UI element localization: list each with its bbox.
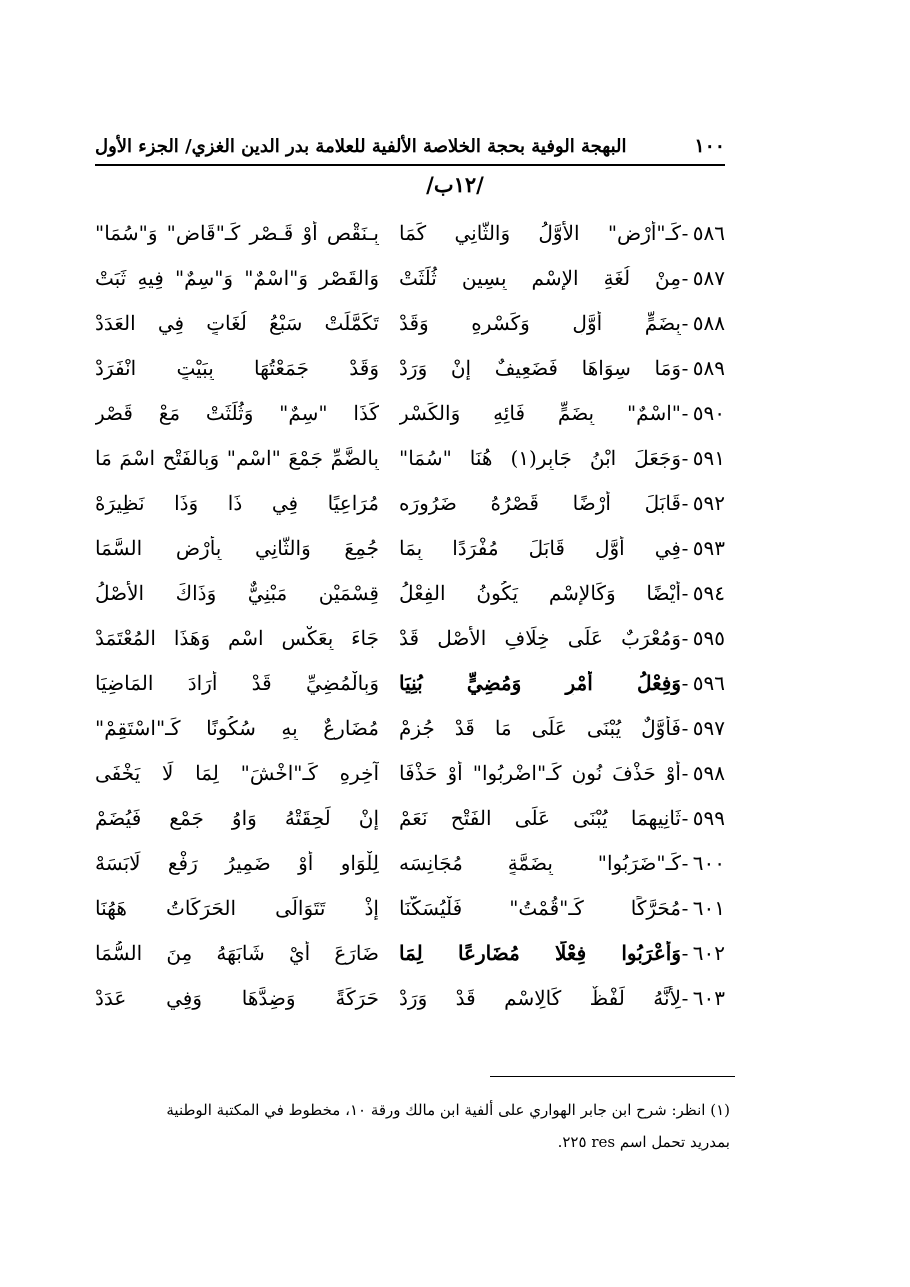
verse-first-hemistich: فَأَوَّلٌ يُبْنَى عَلَى مَا قَدْ جُزِمْ xyxy=(399,715,681,740)
verse-first-hemistich: أَوْ حَذْفَ نُونٍ كَـ"اضْرِبُوا" أَوْ حَذْفَا xyxy=(399,760,681,785)
verse-first-hemistich: وَمَا سِوَاهَا فَضَعِيفٌ إِنْ وَرَدْ xyxy=(399,355,681,380)
verse-second-hemistich: وَقَدْ جَمَعْتُهَا بِبَيْتٍ انْفَرَدْ xyxy=(95,355,379,380)
verse-first-hemistich: ثَانِيهِمَا يُبْنَى عَلَى الفَتْحِ نَعَمْ xyxy=(399,805,681,830)
verse-first-hemistich: وَأَعْرَبُوا فِعْلًا مُضَارِعًا لِمَا xyxy=(399,940,681,965)
verse-first-hemistich: مِنْ لُغَةِ الإِسْمِ بِسِينٍ ثُلِّثَتْ xyxy=(399,265,681,290)
verse-number: ٥٩٨ xyxy=(692,760,725,785)
verse-line xyxy=(95,750,725,795)
verse-second-hemistich: مُضَارِعٌ بِهِ سُكُونًا كَـ"اسْتَقِمْ" xyxy=(95,715,379,740)
verse-line xyxy=(95,435,725,480)
verse-line xyxy=(95,570,725,615)
verse-line xyxy=(95,345,725,390)
verse-first-hemistich: بِضَمٍّ أَوَّلٍ وَكَسْرِهِ وَقَدْ xyxy=(399,310,681,335)
verse-number: ٦٠٣ xyxy=(692,985,725,1010)
verse-first-hemistich: فِي أَوَّلٍ قَابَلَ مُفْرَدًا بِمَا xyxy=(399,535,681,560)
footnote-line-2: بمدريد تحمل اسم res ٢٢٥. xyxy=(557,1133,730,1151)
running-title: البهجة الوفية بحجة الخلاصة الألفية للعلامة بدر الدين الغزي/ الجزء الأول xyxy=(95,135,627,157)
verse-second-hemistich: بِـنَقْصٍ أَوْ قَـصْرٍ كَـ"قَاضٍ" وَ"سُمَا" xyxy=(95,220,379,245)
verse-first-hemistich: قَابَلَ أَرْضًا قَصْرُهُ ضَرُورَه xyxy=(399,490,681,515)
verse-line xyxy=(95,930,725,975)
verse-line xyxy=(95,210,725,255)
manuscript-folio-mark: /١٢ب/ xyxy=(426,172,484,197)
verse-second-hemistich: مُرَاعِيًا فِي ذَا وَذَا نَظِيرَهْ xyxy=(95,490,379,515)
verse-number: ٦٠٢ xyxy=(692,940,725,965)
verse-first-hemistich: لِأَنَّهُ لَفْظٌ كَالِاسْمِ قَدْ وَرَدْ xyxy=(399,985,681,1010)
verse-line xyxy=(95,525,725,570)
verse-second-hemistich: جُمِعَ وَالثَّانِي بِأَرْضِ السَّمَا xyxy=(95,535,379,560)
verse-line xyxy=(95,390,725,435)
verse-first-hemistich: كَـ"أَرْضٍ" الأَوَّلُ وَالثَّانِي كَمَا xyxy=(399,220,681,245)
footnote-separator xyxy=(490,1076,735,1077)
verse-number: ٥٩٧ xyxy=(692,715,725,740)
verse-second-hemistich: كَذَا "سِمٌ" وَثُلِّثَتْ مَعْ قَصْرِ xyxy=(95,400,379,425)
verse-number: ٦٠١ xyxy=(692,895,725,920)
verse-number-dash: - xyxy=(681,310,689,335)
verse-second-hemistich: إِذْ تَتَوَالَى الحَرَكَاتُ هَهُنَا xyxy=(95,895,379,920)
verse-line xyxy=(95,615,725,660)
verse-number-dash: - xyxy=(681,940,689,965)
verse-number: ٥٩٠ xyxy=(692,400,725,425)
verse-number-dash: - xyxy=(681,220,689,245)
verse-second-hemistich: إِنْ لَحِقَتْهُ وَاوُ جَمْعٍ فَيُضَمْ xyxy=(95,805,379,830)
verse-number-dash: - xyxy=(681,625,689,650)
verse-first-hemistich: وَفِعْلُ أَمْرٍ وَمُضِيٍّ بُنِيَا xyxy=(399,670,681,695)
verse-second-hemistich: تَكَمَّلَتْ سَبْعُ لُغَاتٍ فِي العَدَدْ xyxy=(95,310,379,335)
verse-number: ٥٩٩ xyxy=(692,805,725,830)
verse-second-hemistich: ضَارَعَ أَيْ شَابَهَهُ مِنَ السُّمَا xyxy=(95,940,379,965)
verse-line xyxy=(95,975,725,1020)
verse-number: ٥٨٨ xyxy=(692,310,725,335)
verse-number: ٥٩٥ xyxy=(692,625,725,650)
verse-number-dash: - xyxy=(681,715,689,740)
verse-second-hemistich: وَالقَصْرِ وَ"اسْمٌ" وَ"سِمٌ" فِيهِ ثَبَتْ xyxy=(95,265,379,290)
verse-number: ٥٨٦ xyxy=(692,220,725,245)
verse-line xyxy=(95,300,725,345)
verse-number-dash: - xyxy=(681,670,689,695)
verse-second-hemistich: لِلْوَاوِ أَوْ ضَمِيرُ رَفْعٍ لَابَسَهْ xyxy=(95,850,379,875)
verse-first-hemistich: مُحَرَّكًا كَـ"قُمْتُ" فَلْيُسَكَّنَا xyxy=(399,895,681,920)
footnote xyxy=(90,1094,730,1158)
verse-number-dash: - xyxy=(681,760,689,785)
verse-number: ٥٩٣ xyxy=(692,535,725,560)
verse-line xyxy=(95,885,725,930)
verse-line xyxy=(95,840,725,885)
verse-first-hemistich: وَمُعْرَبٌ عَلَى خِلَافِ الأَصْلِ قَدْ xyxy=(399,625,681,650)
verse-number: ٥٩٤ xyxy=(692,580,725,605)
verse-number-dash: - xyxy=(681,895,689,920)
page-header xyxy=(95,128,725,166)
verse-line xyxy=(95,255,725,300)
verse-second-hemistich: بِالضَّمِّ جَمْعَ "اسْمٍ" وَبِالفَتْحِ اسْمَ مَا xyxy=(95,445,379,470)
verse-number: ٥٩١ xyxy=(692,445,725,470)
verse-number: ٥٩٦ xyxy=(692,670,725,695)
verse-number-dash: - xyxy=(681,445,689,470)
verse-line xyxy=(95,660,725,705)
verse-number: ٥٨٧ xyxy=(692,265,725,290)
verse-second-hemistich: حَرَكَةً وَضِدَّهَا وَفِي عَدَدْ xyxy=(95,985,379,1010)
verse-first-hemistich: أَيْضًا وَكَالإِسْمِ يَكُونُ الفِعْلُ xyxy=(399,580,681,605)
verse-number-dash: - xyxy=(681,850,689,875)
verse-number: ٦٠٠ xyxy=(692,850,725,875)
page-number: ١٠٠ xyxy=(694,135,725,157)
verse-number-dash: - xyxy=(681,985,689,1010)
verse-second-hemistich: قِسْمَيْنِ مَبْنِيٌّ وَذَاكَ الأَصْلُ xyxy=(95,580,379,605)
verse-line xyxy=(95,705,725,750)
footnote-line-1: (١) انظر: شرح ابن جابر الهواري على ألفية ابن مالك ورقة ١٠، مخطوط في المكتبة الوطنية xyxy=(166,1101,730,1119)
verse-number-dash: - xyxy=(681,535,689,560)
verse-list xyxy=(95,210,725,1020)
verse-second-hemistich: وَبِالْمُضِيِّ قَدْ أَرَادَ المَاضِيَا xyxy=(95,670,379,695)
verse-number: ٥٩٢ xyxy=(692,490,725,515)
verse-first-hemistich: كَـ"ضَرَبُوا" بِضَمَّةٍ مُجَانِسَه xyxy=(399,850,681,875)
verse-second-hemistich: جَاءَ بِعَكْسِ اسْمٍ وَهَذَا المُعْتَمَدْ xyxy=(95,625,379,650)
verse-number-dash: - xyxy=(681,580,689,605)
verse-number-dash: - xyxy=(681,400,689,425)
verse-first-hemistich: وَجَعَلَ ابْنُ جَابِرٍ(١) هُنَا "سُمَا" xyxy=(399,445,681,470)
verse-line xyxy=(95,795,725,840)
verse-number-dash: - xyxy=(681,490,689,515)
verse-first-hemistich: "اسْمٌ" بِضَمٍّ فَائِهِ وَالكَسْرِ xyxy=(399,400,681,425)
verse-second-hemistich: آخِرِهِ كَـ"اخْشَ" لِمَا لَا يَخْفَى xyxy=(95,760,379,785)
verse-line xyxy=(95,480,725,525)
verse-number-dash: - xyxy=(681,805,689,830)
verse-number: ٥٨٩ xyxy=(692,355,725,380)
verse-number-dash: - xyxy=(681,265,689,290)
verse-number-dash: - xyxy=(681,355,689,380)
